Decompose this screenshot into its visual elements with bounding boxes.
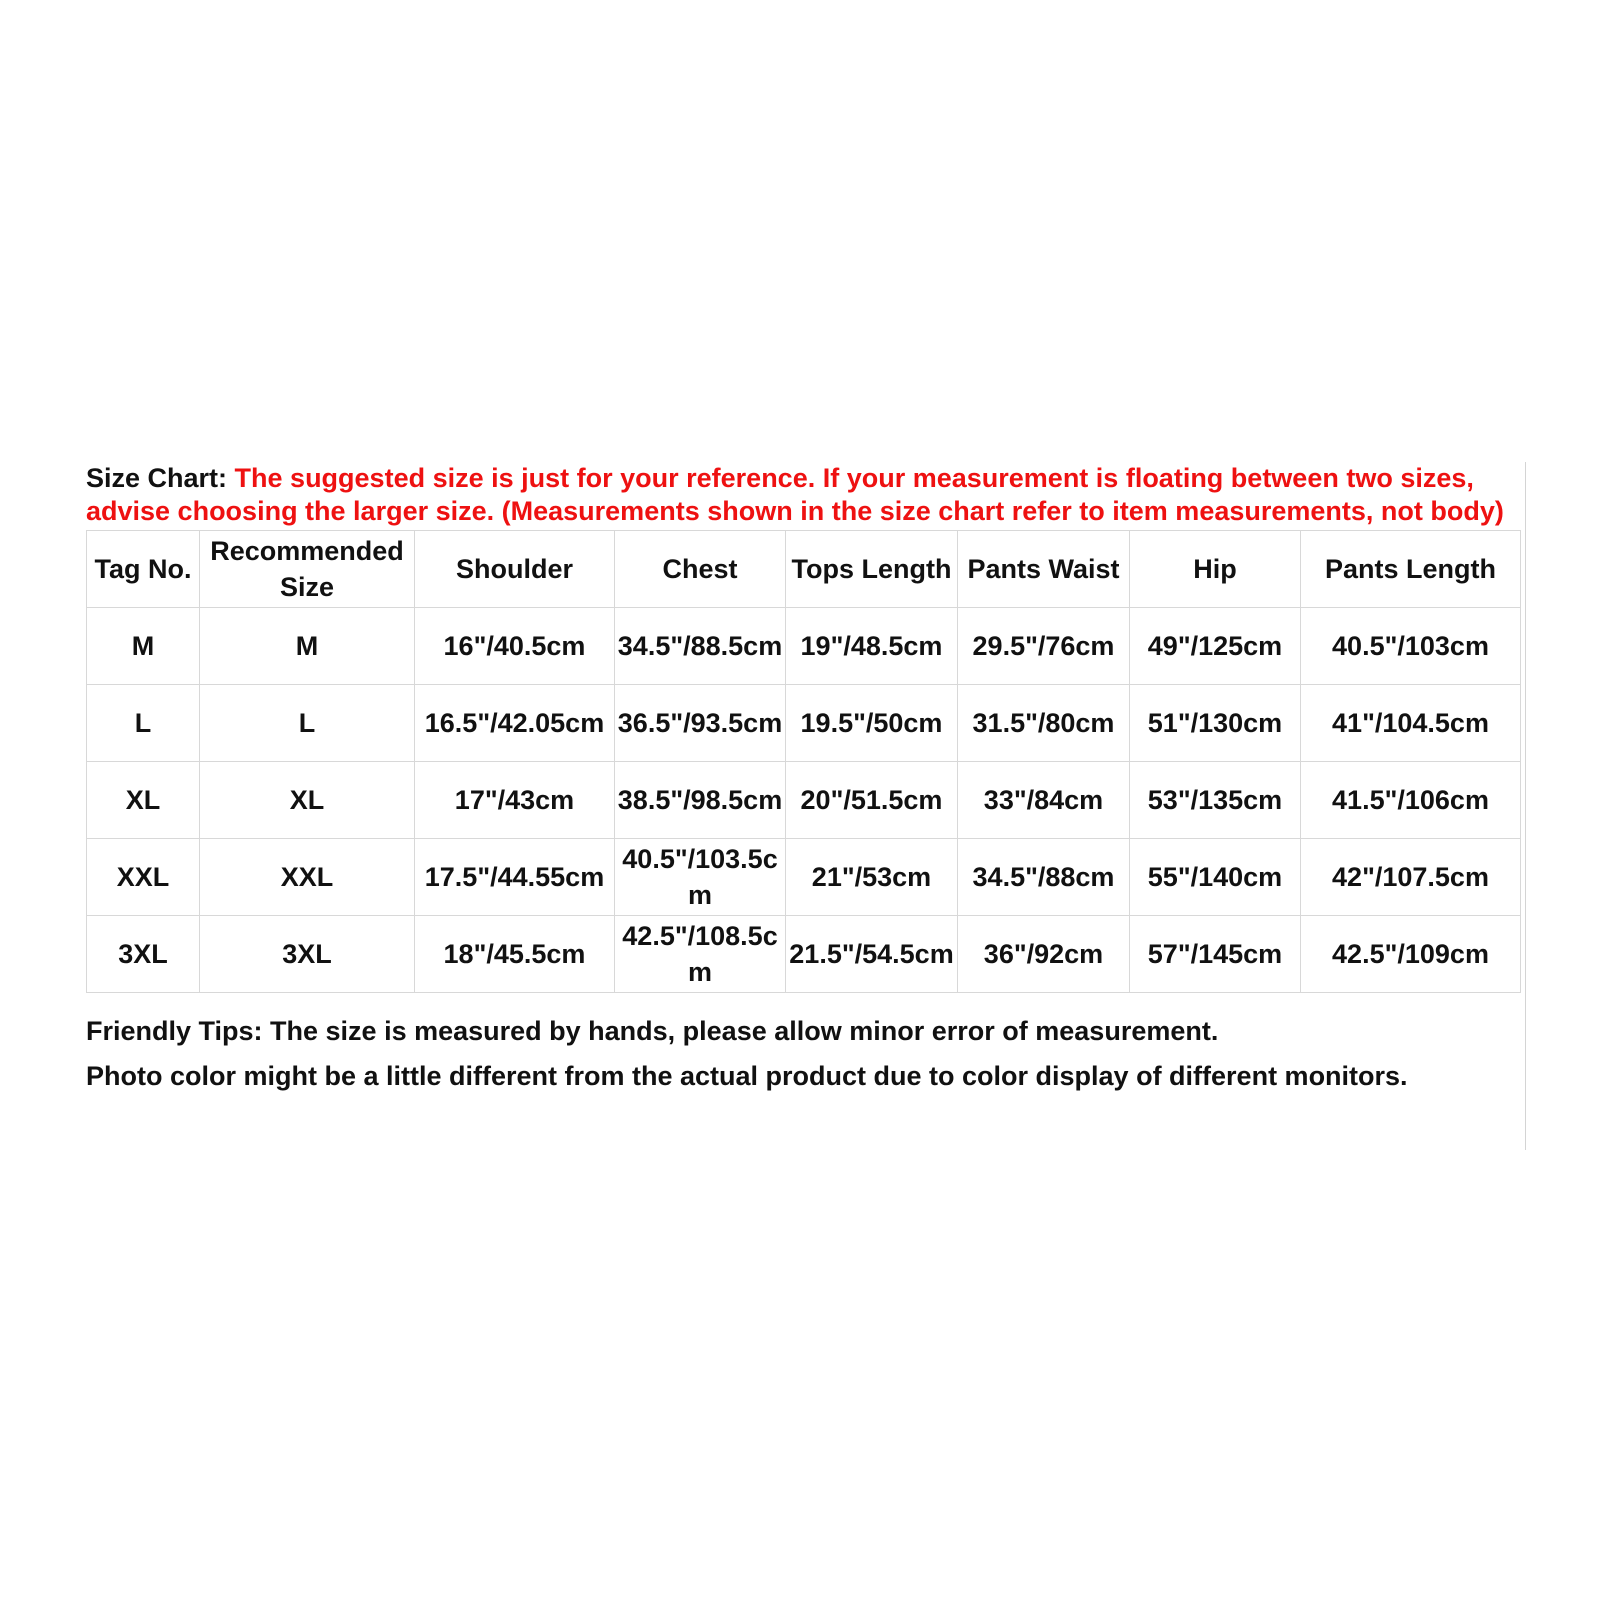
tag-no-cell: XXL (87, 839, 200, 916)
size-chart-notice: The suggested size is just for your reference. If your measurement is floating between two sizes, advise choosing the larger size. (Measurements shown in the size chart refer to item measurements, not body) (86, 463, 1504, 526)
chest-cell: 42.5"/108.5cm (615, 916, 786, 993)
hip-cell: 51"/130cm (1130, 685, 1301, 762)
hip-cell: 49"/125cm (1130, 608, 1301, 685)
table-row (87, 608, 1521, 685)
hip-cell: 57"/145cm (1130, 916, 1301, 993)
recommended-size-cell: M (200, 608, 415, 685)
table-row (87, 916, 1521, 993)
friendly-tip-text: Friendly Tips: The size is measured by hands, please allow minor error of measurement. (86, 1016, 1219, 1046)
pants-waist-cell: 34.5"/88cm (958, 839, 1130, 916)
recommended-size-cell: XXL (200, 839, 415, 916)
tops-length-cell: 21.5"/54.5cm (786, 916, 958, 993)
shoulder-cell: 17.5"/44.55cm (415, 839, 615, 916)
shoulder-cell: 17"/43cm (415, 762, 615, 839)
recommended-size-cell: 3XL (200, 916, 415, 993)
tag-no-cell: M (87, 608, 200, 685)
column-header-chest: Chest (615, 531, 786, 608)
size-table-header-row (87, 531, 1521, 608)
pants-length-cell: 42.5"/109cm (1301, 916, 1521, 993)
pants-waist-cell: 33"/84cm (958, 762, 1130, 839)
tops-length-cell: 19.5"/50cm (786, 685, 958, 762)
table-row (87, 762, 1521, 839)
pants-waist-cell: 29.5"/76cm (958, 608, 1130, 685)
footnotes (86, 1009, 1524, 1099)
tag-no-cell: L (87, 685, 200, 762)
column-header-hip: Hip (1130, 531, 1301, 608)
shoulder-cell: 16"/40.5cm (415, 608, 615, 685)
column-header-shoulder: Shoulder (415, 531, 615, 608)
tag-no-cell: XL (87, 762, 200, 839)
size-chart-label: Size Chart: (86, 463, 228, 493)
table-row (87, 839, 1521, 916)
column-header-recommended-size: Recommended Size (200, 531, 415, 608)
pants-waist-cell: 31.5"/80cm (958, 685, 1130, 762)
chest-cell: 34.5"/88.5cm (615, 608, 786, 685)
column-header-pants-length: Pants Length (1301, 531, 1521, 608)
shoulder-cell: 16.5"/42.05cm (415, 685, 615, 762)
recommended-size-cell: XL (200, 762, 415, 839)
chest-cell: 38.5"/98.5cm (615, 762, 786, 839)
tag-no-cell: 3XL (87, 916, 200, 993)
size-chart-sheet (86, 462, 1524, 1099)
chest-cell: 36.5"/93.5cm (615, 685, 786, 762)
tops-length-cell: 19"/48.5cm (786, 608, 958, 685)
pants-length-cell: 41.5"/106cm (1301, 762, 1521, 839)
hip-cell: 55"/140cm (1130, 839, 1301, 916)
size-chart-intro (86, 462, 1516, 528)
column-header-tops-length: Tops Length (786, 531, 958, 608)
pants-length-cell: 41"/104.5cm (1301, 685, 1521, 762)
chest-cell: 40.5"/103.5cm (615, 839, 786, 916)
recommended-size-cell: L (200, 685, 415, 762)
color-disclaimer-text: Photo color might be a little different from the actual product due to color display of different monitors. (86, 1061, 1408, 1091)
hip-cell: 53"/135cm (1130, 762, 1301, 839)
column-header-pants-waist: Pants Waist (958, 531, 1130, 608)
tops-length-cell: 20"/51.5cm (786, 762, 958, 839)
tops-length-cell: 21"/53cm (786, 839, 958, 916)
table-row (87, 685, 1521, 762)
page-edge-divider (1525, 462, 1526, 1150)
shoulder-cell: 18"/45.5cm (415, 916, 615, 993)
size-table (86, 530, 1521, 993)
pants-length-cell: 42"/107.5cm (1301, 839, 1521, 916)
pants-length-cell: 40.5"/103cm (1301, 608, 1521, 685)
column-header-tag-no: Tag No. (87, 531, 200, 608)
pants-waist-cell: 36"/92cm (958, 916, 1130, 993)
